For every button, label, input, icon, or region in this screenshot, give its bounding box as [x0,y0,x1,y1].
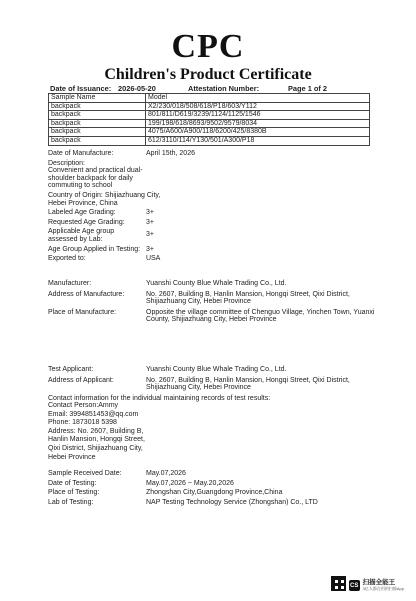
place-of-manufacture-row [48,309,388,324]
testing-age-label: Age Group Applied in Testing: [48,245,141,253]
requested-age-value: 3+ [145,218,154,226]
table-row [49,136,370,145]
manufacture-date-value: April 15th, 2026 [145,150,195,157]
table-row [49,102,370,111]
lab-label: Lab of Testing: [48,498,94,506]
requested-age-field [48,219,378,227]
applicant-address-value: No. 2607, Building B, Hanlin Mansion, Hongqi Street, Qixi District, Shijiazhuang City, Hebei Province [146,376,350,392]
test-applicant-value: Yuanshi County Blue Whale Trading Co., Ltd. [146,366,287,373]
place-of-manufacture-label: Place of Manufacture: [48,308,117,316]
lab-age-field [48,228,378,243]
testing-section [48,470,388,508]
testing-date-value: May.07,2026 ~ May.20,2026 [146,479,234,487]
manufacturer-section [48,280,388,327]
table-header-row [49,94,370,103]
issuance-value: 2026-05-20 [118,84,156,93]
testing-place-label: Place of Testing: [48,489,100,497]
lab-age-value: 3+ [145,231,154,239]
manufacture-address-value: No. 2607, Building B, Hanlin Mansion, Hongqi Street, Qixi District, Shijiazhuang City, Hebei Province [146,290,350,306]
requested-age-label: Requested Age Grading: [48,218,125,226]
manufacturer-row [48,280,388,288]
applicant-section [48,366,388,405]
contact-info [48,402,158,462]
contact-address-line: Address: No. 2607, Building B, [48,427,144,435]
exported-value: USA [145,255,161,263]
page-number: Page 1 of 2 [288,84,328,93]
test-applicant-label: Test Applicant: [48,366,94,373]
model-cell: 612/3110/114/Y130/501/A300/P18 [146,136,370,145]
labeled-age-field [48,209,378,217]
sample-name-cell: backpack [49,102,146,111]
column-header-sample-name: Sample Name [49,94,146,103]
table-row [49,119,370,128]
sample-name-cell: backpack [49,111,146,120]
lab-age-label: Applicable Age group assessed by Lab: [48,228,115,243]
brand-text [363,579,404,591]
camscanner-logo: CS [349,580,360,591]
model-cell: 801/811/D619/3239/1124/1125/1546 [146,111,370,120]
document-title: CPC [171,28,245,65]
testing-age-field [48,246,378,254]
brand-tagline: 3亿人都在用的扫描App [362,586,404,591]
sample-name-cell: backpack [49,128,146,137]
labeled-age-label: Labeled Age Grading: [48,209,116,217]
contact-person: Contact Person:Ammy [48,402,119,409]
sample-name-cell: backpack [49,119,146,128]
contact-address-line: Qixi District, Shijiazhuang City, [48,444,143,452]
contact-phone: Phone: 1873018 5398 [48,419,117,427]
contact-address-line: Hebei Province [48,453,96,461]
contact-address-line: Hanlin Mansion, Hongqi Street, [48,436,145,444]
product-details [48,150,378,265]
model-cell: 4075/A600/A900/118/6200/425/8380B [146,128,370,137]
table-row [49,111,370,120]
origin-field [48,192,378,207]
description-field [48,160,378,190]
testing-place-value: Zhongshan City,Guangdong Province,China [146,489,283,497]
manufacturer-label: Manufacturer: [48,280,92,287]
manufacture-address-label: Address of Manufacture: [48,290,125,298]
exported-field [48,255,378,263]
applicant-address-label: Address of Applicant: [48,376,114,384]
testing-place-row [48,489,388,497]
testing-date-row [48,480,388,488]
testing-date-label: Date of Testing: [48,479,97,487]
received-date-row [48,470,388,478]
contact-email: Email: 3994851453@qq.com [48,410,139,418]
place-of-manufacture-value: Opposite the village committee of Chenguo Village, Yinchen Town, Yuanxi County, Shijiazhuang City, Hebei Province [146,308,375,324]
issuance-label: Date of Issuance: [50,84,112,93]
attestation-label: Attestation Number: [188,84,260,93]
column-header-model: Model [146,94,370,103]
table-row [49,128,370,137]
document-subtitle: Children's Product Certificate [104,66,312,83]
test-applicant-row [48,366,388,374]
brand-name: 扫描全能王 [362,579,396,586]
sample-name-cell: backpack [49,136,146,145]
applicant-address-row [48,377,388,392]
lab-row [48,499,388,507]
manufacture-address-row [48,291,388,306]
manufacture-date-field [48,150,378,158]
contact-heading: Contact information for the individual maintaining records of test results: [48,394,271,402]
manufacture-date-label: Date of Manufacture: [48,150,114,157]
manufacturer-value: Yuanshi County Blue Whale Trading Co., Ltd. [146,280,287,287]
exported-label: Exported to: [48,255,86,263]
lab-value: NAP Testing Technology Service (Zhongshan) Co., LTD [146,498,318,506]
scanner-watermark [331,576,404,591]
model-cell: X2/230/018/508/618/P18/603/Y112 [146,102,370,111]
origin-label: Country of Origin: [48,191,103,199]
description-value: Convenient and practical dual-shoulder backpack for daily commuting to school [48,167,143,190]
labeled-age-value: 3+ [145,209,154,217]
qr-code-icon [331,576,346,591]
received-date-label: Sample Received Date: [48,470,122,477]
model-cell: 199/198/618/8693/9502/9579/8034 [146,119,370,128]
description-label: Description: [48,159,85,167]
origin-value: Shijiazhuang City, Hebei Province, China [48,191,161,207]
products-table [48,93,370,146]
testing-age-value: 3+ [145,245,154,253]
received-date-value: May.07,2026 [146,470,186,477]
